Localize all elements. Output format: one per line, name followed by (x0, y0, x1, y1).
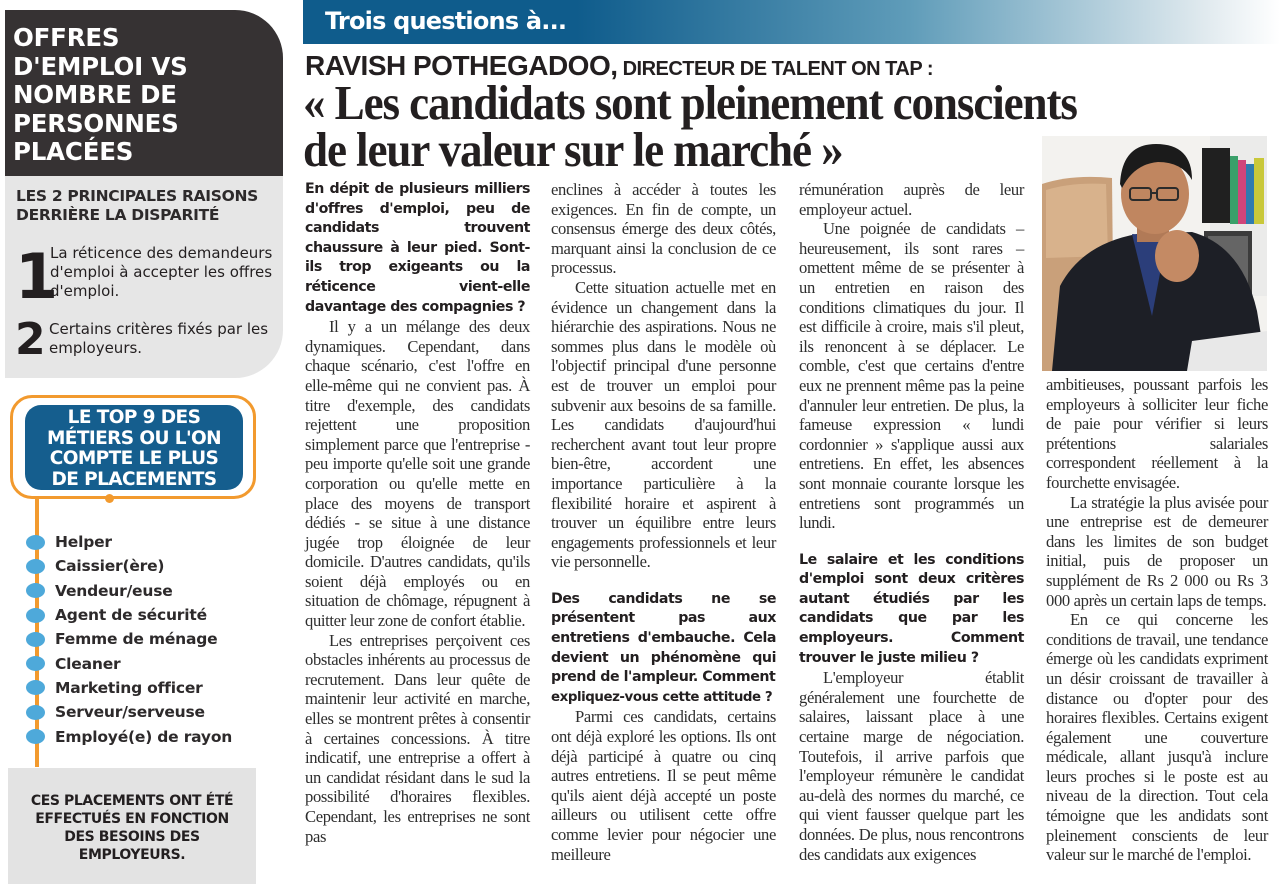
offers-vs-placements-box (5, 10, 283, 378)
headline-line: de leur valeur sur le marché » (303, 122, 843, 177)
list-item (26, 554, 232, 578)
reason-1 (15, 240, 283, 313)
answer-paragraph: ambitieuses, poussant parfois les employeurs à solliciter leur fiche de paie pour vérifier si leurs prétentions salariales correspondent réellement à la fourchette envisagée. (1046, 375, 1268, 492)
job-label: Cleaner (55, 654, 121, 673)
answer-paragraph: Cette situation actuelle met en évidence un changement dans la hiérarchie des aspirations. Nous ne sommes plus dans le modèle où l'objectif principal d'une personne est de trouver un emploi pour subvenir aux besoins de sa famille. Les candidats d'aujourd'hui recherchent avant tout leur propre bien-être, accordent une importance particulière à la flexibilité horaire et aspirent à trouver un équilibre entre leurs engagements professionnels et leur vie personnelle. (551, 277, 776, 572)
interview-question-2: Des candidats ne se présentent pas aux entretiens d'embauche. Cela devient un phénomène qui prend de l'ampleur. Comment (551, 590, 776, 686)
infographic-sidebar (0, 0, 300, 893)
title-line: OFFRES (13, 23, 120, 52)
reason-number: 1 (15, 240, 57, 313)
job-label: Femme de ménage (55, 630, 218, 649)
bullet-dot-icon (26, 680, 45, 695)
job-label: Caissier(ère) (55, 557, 165, 576)
answer-paragraph: enclines à accéder à toutes les exigences. En fin de compte, un consensus émerge des deux côtés, marquant ainsi la conclusion de ce processus. (551, 180, 776, 278)
list-item (26, 700, 232, 724)
bullet-dot-icon (26, 705, 45, 720)
title-line: D'EMPLOI VS (13, 51, 188, 81)
title-line: MÉTIERS OU L'ON (46, 427, 222, 449)
portrait-illustration-icon (1042, 136, 1267, 371)
answer-paragraph: En ce qui concerne les conditions de travail, une tendance émerge où les candidats expriment un désir croissant de travailler à distance ou d'opter pour des horaires flexibles. Certains exigent également une couverture médicale, allant jusqu'à inclure leurs proches si le poste est au niveau de la direction. Tout cela témoigne que les andidats sont pleinement conscients de leur valeur sur le marché de l'emploi. (1046, 610, 1268, 865)
placements-note (8, 768, 256, 884)
job-label: Employé(e) de rayon (55, 727, 233, 746)
offers-vs-placements-title (5, 10, 283, 176)
reason-2 (15, 314, 279, 365)
answer-paragraph: rémunération auprès de leur employeur actuel. (799, 180, 1024, 219)
reason-text: Certains critères fixés par les employeurs. (49, 320, 269, 357)
interview-question-2-tail: expliquez-vous cette attitude ? (551, 689, 773, 705)
interviewee-role: DIRECTEUR DE TALENT ON TAP : (617, 58, 934, 80)
article-column-4 (1046, 375, 1268, 865)
section-kicker: Trois questions à... (325, 7, 567, 35)
job-label: Helper (55, 533, 112, 552)
note-line: EMPLOYEURS. (78, 847, 186, 863)
bullet-dot-icon (26, 535, 45, 550)
spacer (551, 572, 776, 590)
bullet-dot-icon (26, 632, 45, 647)
reason-text: La réticence des demandeurs d'emploi à accepter les offres d'emploi. (50, 244, 273, 300)
job-label: Vendeur/euse (55, 581, 173, 600)
interview-question-3: Le salaire et les conditions d'emploi sont deux critères autant étudiés par les candidats que par les employeurs. Comment trouver le juste milieu ? (799, 551, 1024, 666)
list-item (26, 530, 232, 554)
top9-title (25, 405, 243, 490)
job-label: Serveur/serveuse (55, 703, 205, 722)
interviewee-name: RAVISH POTHEGADOO, (305, 50, 618, 81)
job-label: Marketing officer (55, 678, 203, 697)
bullet-dot-icon (26, 608, 45, 623)
article-column-1 (305, 180, 530, 846)
job-label: Agent de sécurité (55, 606, 207, 625)
portrait-photo (1042, 136, 1267, 371)
article-column-2 (551, 180, 776, 864)
connector-dot-icon (105, 494, 114, 503)
answer-paragraph: Il y a un mélange des deux dynamiques. Cependant, dans chaque scénario, c'est l'offre en elle-même qui ne convient pas. À titre d'exemple, des candidats rejettent une proposition simplement parce que l'entreprise - peu importe qu'elle soit une grande corporation ou qu'elle mette en place des moyens de transport dédiés - se situe à une distance jugée trop éloignée de leur domicile. D'autres candidats, qu'ils soient déjà employés ou en situation de chômage, répugnent à quitter leur zone de confort établie. (305, 317, 530, 631)
list-item (26, 603, 232, 627)
answer-paragraph: Parmi ces candidats, certains ont déjà exploré les options. Ils ont déjà participé à quatre ou cinq autres entretiens. Il se peut même qu'ils aient déjà accepté un poste ailleurs ou utilisent cette offre comme levier pour négocier une meilleure (551, 707, 776, 864)
interview-question-1: En dépit de plusieurs milliers d'offres d'emploi, peu de candidats trouvent chaussure à leur pied. Sont-ils trop exigeants ou la réticence vient-elle davantage des compagnies ? (305, 181, 530, 315)
reasons-subtitle (5, 176, 283, 225)
bullet-dot-icon (26, 559, 45, 574)
answer-paragraph: Les entreprises perçoivent ces obstacles inhérents au processus de recrutement. Dans leur quête de maintenir leur activité en marche, elles se montrent prêtes à consentir à certaines concessions. À titre indicatif, une entreprise a offert à un candidat résidant dans le sud la possibilité d'horaires flexibles. Cependant, les entreprises ne sont pas (305, 630, 530, 846)
list-item (26, 724, 232, 748)
list-item (26, 579, 232, 603)
list-item (26, 651, 232, 675)
note-line: EFFECTUÉS EN FONCTION (35, 811, 229, 827)
answer-paragraph: Une poignée de candidats – heureusement, ils sont rares – omettent même de se présenter à un entretien en raison des conditions climatiques du jour. Il est difficile à croire, mais s'il pleut, ils renoncent à se déplacer. Le comble, c'est que certains d'entre eux ne prennent même pas la peine d'annuler leur entretien. De plus, la fameuse expression « lundi cordonnier » s'applique aussi aux entretiens. En effet, les absences sont monnaie courante lorsque les entretiens sont programmés un lundi. (799, 219, 1024, 533)
bullet-dot-icon (26, 583, 45, 598)
spacer (799, 533, 1024, 551)
reason-number: 2 (15, 314, 44, 365)
title-line: LE TOP 9 DES (67, 407, 201, 428)
answer-paragraph: L'employeur établit généralement une fourchette de salaires, laissant place à une certaine marge de négociation. Toutefois, il arrive parfois que l'employeur rémunère le candidat au-delà des normes du marché, ce qui vient fausser quelque part les données. De plus, nous rencontrons des candidats aux exigences (799, 668, 1024, 864)
list-item (26, 676, 232, 700)
title-line: NOMBRE DE (13, 80, 177, 109)
title-line: DE PLACEMENTS (51, 468, 217, 490)
top9-jobs-list (26, 530, 232, 749)
list-item (26, 627, 232, 651)
note-line: DES BESOINS DES (64, 829, 200, 845)
subtitle-line: DERRIÈRE LA DISPARITÉ (16, 206, 220, 224)
title-line: PLACÉES (13, 137, 134, 166)
section-kicker-bar (303, 0, 1280, 44)
headline-line: « Les candidats sont pleinement conscients (303, 75, 1077, 130)
title-line: PERSONNES (13, 108, 179, 138)
subtitle-line: LES 2 PRINCIPALES RAISONS (16, 187, 259, 205)
title-line: COMPTE LE PLUS (49, 448, 219, 469)
answer-paragraph: La stratégie la plus avisée pour une entreprise est de demeurer dans les limites de son budget initial, puis de proposer un supplément de Rs 2 000 ou Rs 3 000 après un certain laps de temps. (1046, 492, 1268, 610)
bullet-dot-icon (26, 656, 45, 671)
article-column-3 (799, 180, 1024, 864)
note-line: CES PLACEMENTS ONT ÉTÉ (30, 793, 234, 809)
bullet-dot-icon (26, 729, 45, 744)
